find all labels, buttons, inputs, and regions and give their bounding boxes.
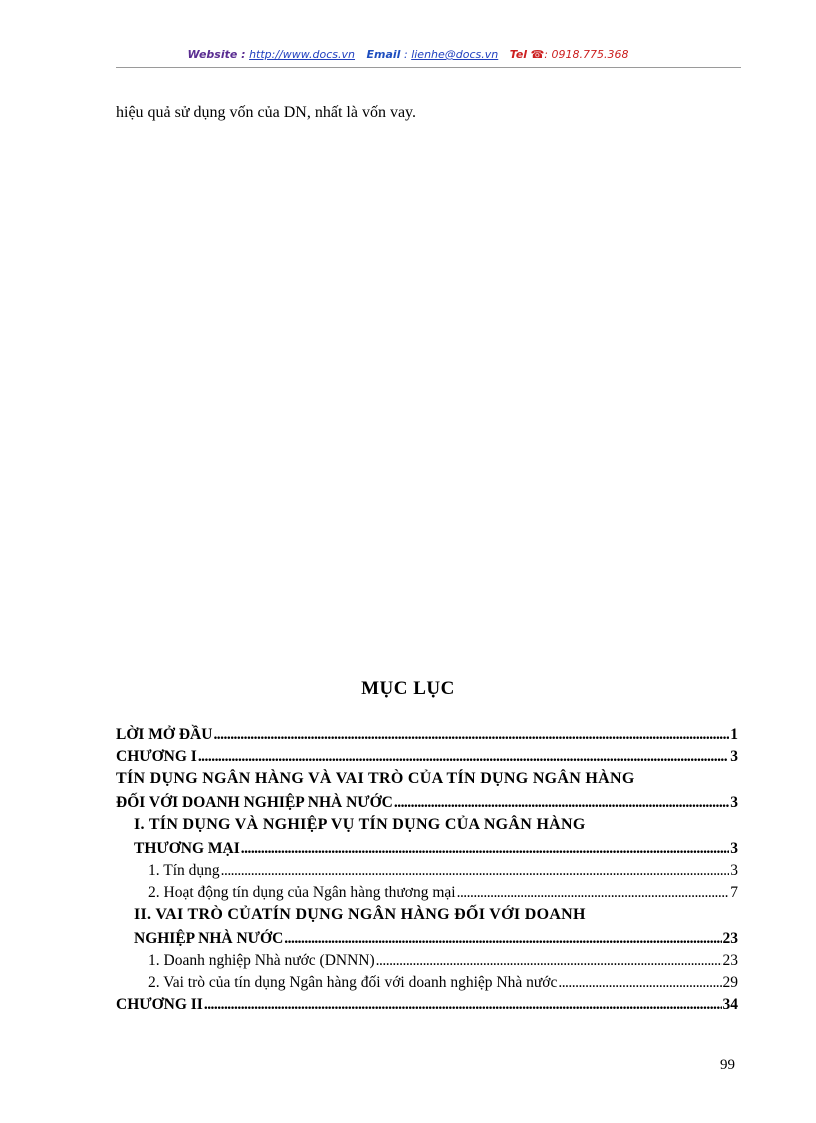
toc-entry	[116, 726, 738, 748]
body-paragraph: hiệu quả sử dụng vốn của DN, nhất là vốn vay.	[116, 104, 417, 121]
toc-leader	[213, 726, 729, 744]
toc-entry-text: 1. Tín dụng	[148, 862, 220, 879]
toc-entry-page: 3	[730, 862, 738, 879]
toc-leader	[376, 952, 722, 970]
toc-entry	[116, 930, 738, 952]
toc-entry	[116, 748, 738, 770]
toc-entry-heading: I. TÍN DỤNG VÀ NGHIỆP VỤ TÍN DỤNG CỦA NGÂN HÀNG	[134, 816, 586, 833]
toc-entry	[116, 840, 738, 862]
telephone-icon: ☎	[530, 48, 545, 61]
table-of-contents	[116, 726, 738, 1018]
toc-entry	[116, 862, 738, 884]
toc-title: MỤC LỤC	[361, 678, 455, 699]
toc-entry-page: 34	[722, 996, 738, 1013]
toc-entry-page: 23	[722, 930, 738, 947]
toc-leader	[221, 862, 730, 880]
toc-entry-heading: II. VAI TRÒ CỦATÍN DỤNG NGÂN HÀNG ĐỐI VỚI DOANH	[134, 906, 586, 923]
tel-label: Tel	[509, 48, 528, 61]
toc-entry-text: NGHIỆP NHÀ NƯỚC	[134, 930, 284, 947]
toc-leader	[284, 930, 721, 948]
toc-entry-text: LỜI MỞ ĐẦU	[116, 726, 213, 743]
toc-entry-text: ĐỐI VỚI DOANH NGHIỆP NHÀ NƯỚC	[116, 794, 393, 811]
toc-entry-text: 1. Doanh nghiệp Nhà nước (DNNN)	[148, 952, 375, 969]
toc-entry-text: 2. Hoạt động tín dụng của Ngân hàng thương mại	[148, 884, 456, 901]
page-number: 99	[720, 1057, 735, 1073]
toc-leader	[204, 996, 722, 1014]
toc-entry-text: CHƯƠNG II	[116, 996, 203, 1013]
toc-entry	[116, 884, 738, 906]
toc-entry-heading: TÍN DỤNG NGÂN HÀNG VÀ VAI TRÒ CỦA TÍN DỤNG NGÂN HÀNG	[116, 770, 635, 787]
toc-leader	[394, 794, 729, 812]
toc-leader	[241, 840, 729, 858]
website-label: Website :	[187, 48, 246, 61]
tel-number: : 0918.775.368	[544, 48, 629, 61]
toc-entry	[116, 794, 738, 816]
toc-entry-page: 29	[722, 974, 738, 991]
toc-leader	[558, 974, 721, 992]
toc-entry-page: 23	[722, 952, 738, 969]
toc-entry-text: 2. Vai trò của tín dụng Ngân hàng đối với doanh nghiệp Nhà nước	[148, 974, 558, 991]
toc-leader	[198, 748, 729, 766]
email-label: Email	[366, 48, 401, 61]
toc-entry-text: THƯƠNG MẠI	[134, 840, 240, 857]
toc-entry-page: 1	[730, 726, 738, 743]
toc-entry-text: CHƯƠNG I	[116, 748, 197, 765]
toc-entry	[116, 952, 738, 974]
toc-entry	[116, 974, 738, 996]
page-header	[0, 48, 816, 61]
header-divider	[116, 67, 741, 68]
toc-entry-page: 3	[730, 794, 738, 811]
toc-leader	[457, 884, 730, 902]
toc-entry	[116, 996, 738, 1018]
toc-entry-page: 3	[730, 748, 738, 765]
email-separator: :	[403, 48, 408, 61]
toc-entry-page: 7	[730, 884, 738, 901]
toc-entry-page: 3	[730, 840, 738, 857]
website-link[interactable]: http://www.docs.vn	[249, 48, 356, 61]
email-link[interactable]: lienhe@docs.vn	[411, 48, 499, 61]
